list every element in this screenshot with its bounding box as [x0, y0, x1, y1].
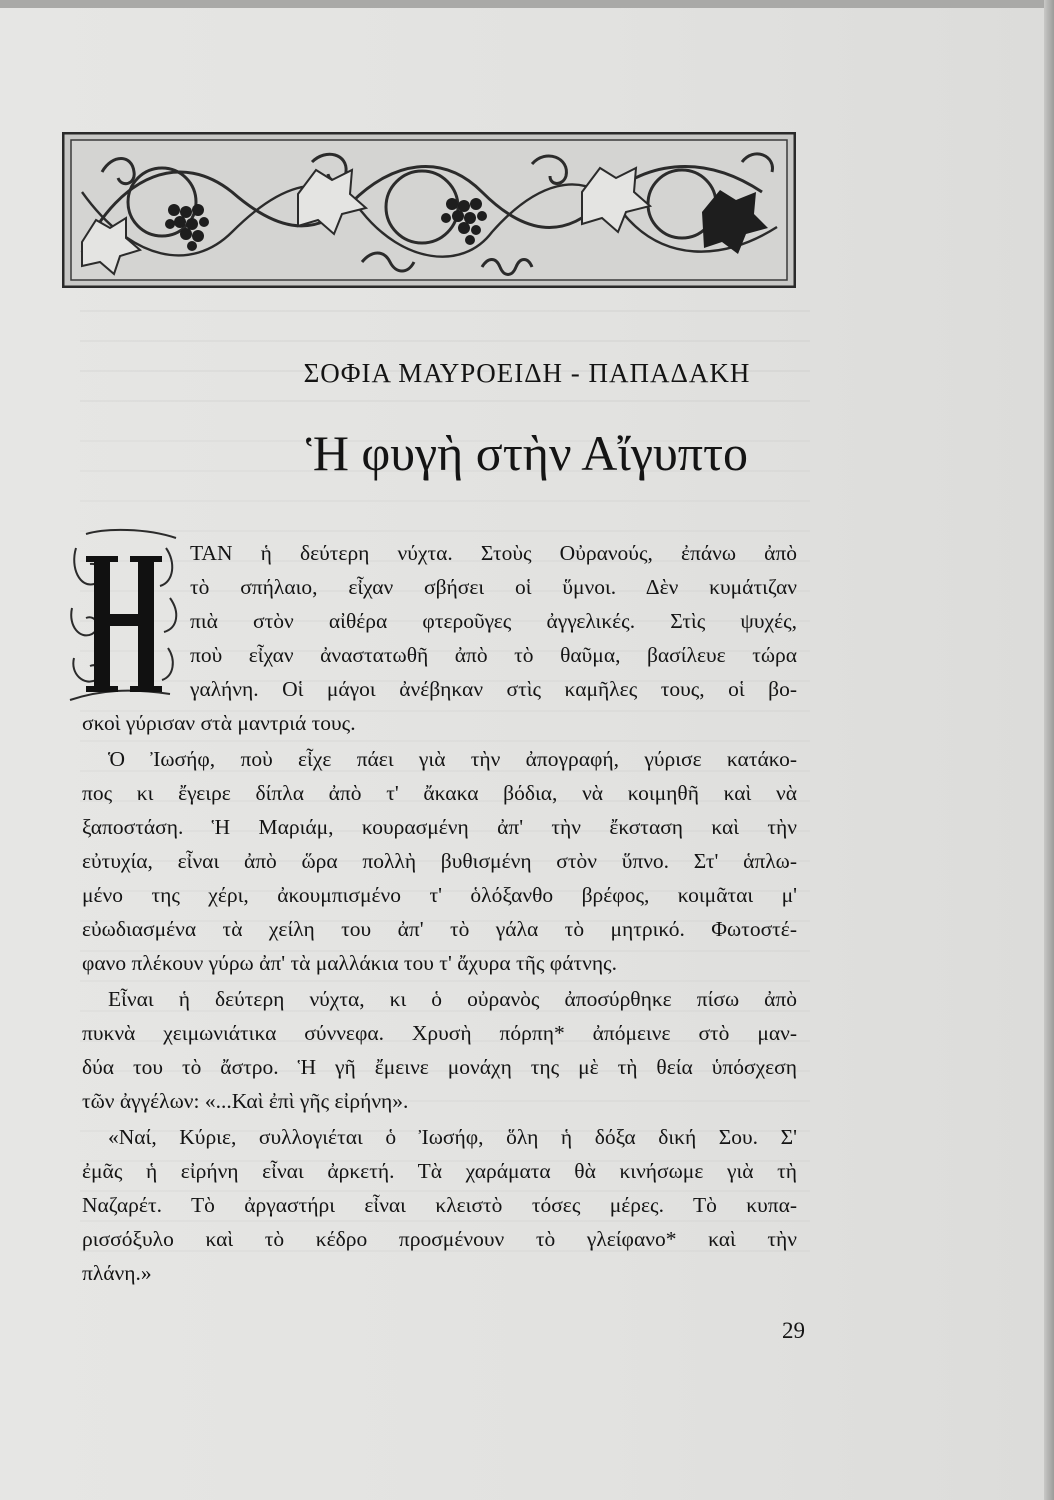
text-line: Ναζαρέτ. Τὸ ἀργαστήρι εἶναι κλειστὸ τόσες μέρες. Τὸ κυπα- — [82, 1193, 797, 1217]
text-line: πιὰ στὸν αἰθέρα φτεροῦγες ἀγγελικές. Στὶς ψυχές, — [190, 609, 797, 633]
text-line: δύα του τὸ ἄστρο. Ἡ γῆ ἔμεινε μονάχη της μὲ τὴ θεία ὑπόσχεση — [82, 1055, 797, 1079]
page-number: 29 — [782, 1318, 805, 1343]
text-line: φανο πλέκουν γύρω ἀπ' τὰ μαλλάκια του τ' ἄχυρα τῆς φάτνης. — [82, 951, 617, 975]
text-line: σκοὶ γύρισαν στὰ μαντριά τους. — [82, 711, 356, 735]
vine-ornament-banner — [62, 132, 796, 288]
text-line: πος κι ἔγειρε δίπλα ἀπὸ τ' ἄκακα βόδια, νὰ κοιμηθῆ καὶ νὰ — [82, 781, 797, 805]
text-line: πυκνὰ χειμωνιάτικα σύννεφα. Χρυσὴ πόρπη* ἀπόμεινε στὸ μαν- — [82, 1021, 797, 1045]
text-line: ἐμᾶς ἡ εἰρήνη εἶναι ἀρκετή. Τὰ χαράματα θὰ κινήσωμε γιὰ τὴ — [82, 1159, 797, 1183]
author-name: ΣΟΦΙΑ ΜΑΥΡΟΕΙΔΗ - ΠΑΠΑΔΑΚΗ — [303, 358, 751, 388]
scan-right-edge — [1044, 0, 1054, 1500]
text-line: ΤΑΝ ἡ δεύτερη νύχτα. Στοὺς Οὐρανούς, ἐπάνω ἀπὸ — [190, 541, 797, 565]
text-line: πλάνη.» — [82, 1261, 152, 1285]
text-line: ρισσόξυλο καὶ τὸ κέδρο προσμένουν τὸ γλείφανο* καὶ τὴν — [82, 1227, 797, 1251]
text-line: εὐτυχία, εἶναι ἀπὸ ὥρα πολλὴ βυθισμένη στὸν ὕπνο. Στ' ἁπλω- — [82, 849, 797, 873]
text-line: Ὁ Ἰωσήφ, ποὺ εἶχε πάει γιὰ τὴν ἀπογραφή, γύρισε κατάκο- — [108, 747, 797, 771]
text-line: «Ναί, Κύριε, συλλογιέται ὁ Ἰωσήφ, ὅλη ἡ δόξα δική Σου. Σ' — [108, 1125, 797, 1149]
text-line: εὐωδιασμένα τὰ χείλη του ἀπ' τὸ γάλα τὸ μητρικό. Φωτοστέ- — [82, 917, 797, 941]
text-line: μένο της χέρι, ἀκουμπισμένο τ' ὁλόξανθο βρέφος, κοιμᾶται μ' — [82, 883, 797, 907]
text-line: τῶν ἀγγέλων: «...Καὶ ἐπὶ γῆς εἰρήνη». — [82, 1089, 409, 1113]
text-line: γαλήνη. Οἱ μάγοι ἀνέβηκαν στὶς καμῆλες τους, οἱ βο- — [190, 677, 797, 701]
chapter-title: Ἡ φυγὴ στὴν Αἴγυπτο — [305, 425, 749, 481]
scan-top-edge — [0, 0, 1054, 8]
illuminated-drop-cap — [66, 528, 186, 706]
text-line: τὸ σπήλαιο, εἶχαν σβήσει οἱ ὕμνοι. Δὲν κυμάτιζαν — [190, 575, 797, 599]
text-line: Εἶναι ἡ δεύτερη νύχτα, κι ὁ οὐρανὸς ἀποσύρθηκε πίσω ἀπὸ — [108, 987, 797, 1011]
text-line: ξαποστάση. Ἡ Μαριάμ, κουρασμένη ἀπ' τὴν ἔκσταση καὶ τὴν — [82, 815, 797, 839]
text-line: ποὺ εἶχαν ἀναστατωθῆ ἀπὸ τὸ θαῦμα, βασίλευε τώρα — [190, 643, 797, 667]
